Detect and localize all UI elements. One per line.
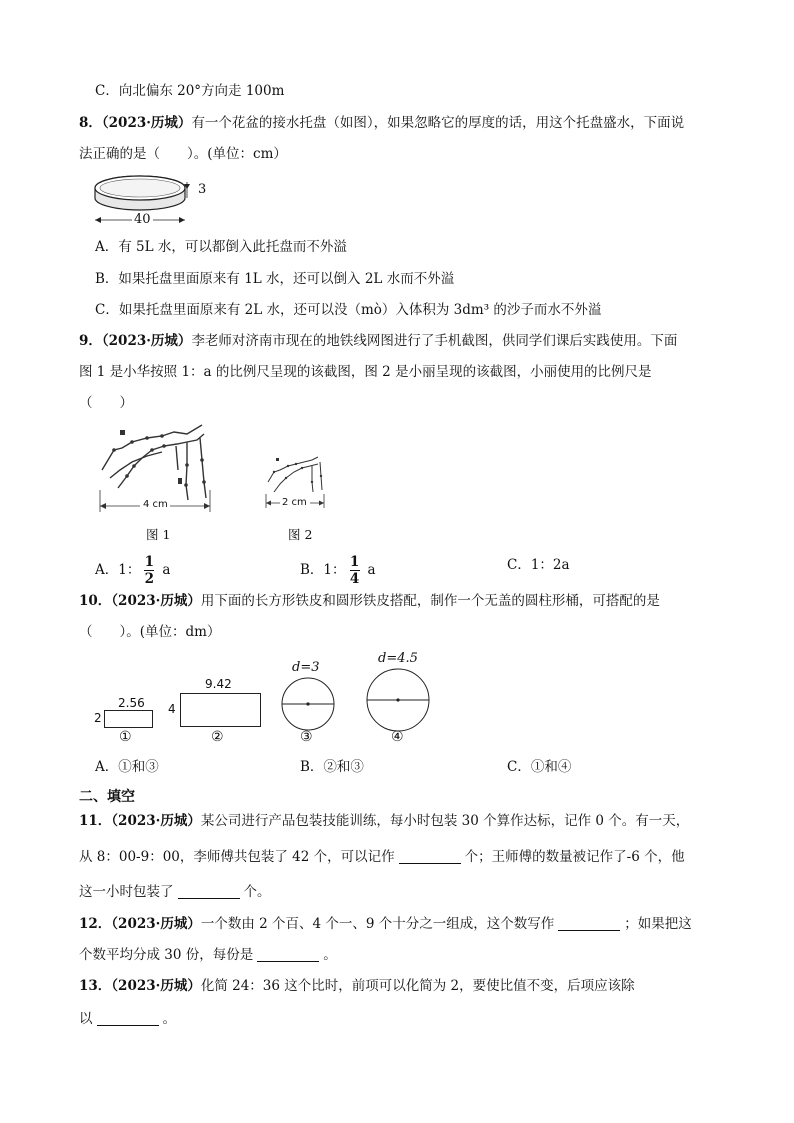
q9-option-a-fraction xyxy=(144,554,154,587)
q9-source-tag: （2023·历城） xyxy=(101,333,192,349)
q9-text: 李老师对济南市现在的地铁线网图进行了手机截图，供同学们课后实践使用。下面 xyxy=(191,333,678,349)
q10-source-tag: （2023·历城） xyxy=(111,593,201,609)
rectangle-1-height-label: 2 xyxy=(94,711,102,725)
q10-number: 10． xyxy=(79,593,112,609)
q12-line1-text-b: ；如果把这 xyxy=(624,916,692,932)
metro-map-figure-2 xyxy=(262,452,334,518)
figure-2-scale-label: 2 cm xyxy=(282,497,307,508)
q12-number: 12． xyxy=(79,916,112,932)
rectangle-1-width-label: 2.56 xyxy=(118,696,145,710)
q9-option-b-suffix: a xyxy=(367,562,376,578)
circle-4-diameter-label: d=4.5 xyxy=(378,651,418,666)
q13-line2-text-a: 以 xyxy=(79,1011,93,1027)
q9-option-a-numerator: 1 xyxy=(144,554,155,570)
q13-stem-line2 xyxy=(79,1010,176,1028)
q8-option-c: C．如果托盘里面原来有 2L 水，还可以没（mò）入体积为 3dm³ 的沙子而水不外溢 xyxy=(95,302,602,318)
label-2: ② xyxy=(211,729,224,745)
q12-line1-text-a: 一个数由 2 个百、4 个一、9 个十分之一组成，这个数写作 xyxy=(200,916,555,932)
section-2-title: 二、填空 xyxy=(79,789,135,805)
tray-diameter-label: 40 xyxy=(134,212,151,227)
circle-4-shape xyxy=(365,667,431,733)
q8-source-tag: （2023·历城） xyxy=(101,115,192,131)
q11-number: 11． xyxy=(79,813,112,829)
q13-answer-blank[interactable] xyxy=(97,1011,159,1026)
q8-number: 8． xyxy=(79,115,102,131)
q12-answer-blank-2[interactable] xyxy=(257,947,319,962)
q11-line2-text-a: 从 8：00-9：00，李师傅共包装了 42 个，可以记作 xyxy=(79,849,395,865)
label-1: ① xyxy=(119,729,132,745)
q10-option-b: B．②和③ xyxy=(300,759,364,775)
q9-option-a xyxy=(95,554,170,587)
q12-source-tag: （2023·历城） xyxy=(111,916,201,932)
tray-height-label: 3 xyxy=(198,182,207,197)
circle-3-shape xyxy=(280,676,336,732)
q11-line3-text-a: 这一小时包装了 xyxy=(79,884,174,900)
q9-stem-line3: （ ） xyxy=(79,395,133,411)
q11-text: 某公司进行产品包装技能训练，每小时包装 30 个算作达标，记作 0 个。有一天， xyxy=(200,813,690,829)
q9-option-b-prefix: B．1： xyxy=(300,562,346,578)
q11-answer-blank-1[interactable] xyxy=(399,849,461,864)
q11-stem-line3 xyxy=(79,883,271,901)
circle-3-diameter-label: d=3 xyxy=(292,660,320,675)
q9-option-a-suffix: a xyxy=(162,562,171,578)
q8-option-b: B．如果托盘里面原来有 1L 水，还可以倒入 2L 水而不外溢 xyxy=(95,271,455,287)
rectangle-2-width-label: 9.42 xyxy=(205,677,232,691)
q9-option-a-denominator: 2 xyxy=(144,571,155,587)
q12-line2-text-a: 个数平均分成 30 份，每份是 xyxy=(79,947,254,963)
q11-answer-blank-2[interactable] xyxy=(178,884,240,899)
q11-source-tag: （2023·历城） xyxy=(111,813,201,829)
q11-stem-line2 xyxy=(79,848,685,866)
q10-text: 用下面的长方形铁皮和圆形铁皮搭配，制作一个无盖的圆柱形桶，可搭配的是 xyxy=(200,593,660,609)
q12-line2-text-b: 。 xyxy=(323,947,337,963)
rectangle-2-height-label: 4 xyxy=(168,702,176,716)
q11-line2-text-b: 个；王师傅的数量被记作了-6 个，他 xyxy=(464,849,685,865)
q8-text: 有一个花盆的接水托盘（如图），如果忽略它的厚度的话，用这个托盘盛水，下面说 xyxy=(191,115,685,131)
q13-stem-line1 xyxy=(79,977,635,995)
q10-option-c: C．①和④ xyxy=(507,759,572,775)
q12-answer-blank-1[interactable] xyxy=(558,916,620,931)
q12-stem-line2 xyxy=(79,946,337,964)
q9-stem-line1 xyxy=(79,332,677,350)
q10-option-a: A．①和③ xyxy=(95,759,159,775)
q9-option-b-denominator: 4 xyxy=(349,571,360,587)
figure-2-caption: 图 2 xyxy=(288,527,313,542)
rectangle-2-shape xyxy=(180,693,261,727)
q11-line3-text-b: 个。 xyxy=(243,884,271,900)
q8-option-a: A．有 5L 水，可以都倒入此托盘而不外溢 xyxy=(95,239,347,255)
q13-number: 13． xyxy=(79,978,112,994)
q10-stem-line1 xyxy=(79,592,660,610)
figure-1-caption: 图 1 xyxy=(146,527,171,542)
q7-option-c: C．向北偏东 20°方向走 100m xyxy=(95,83,285,99)
label-3: ③ xyxy=(300,729,313,745)
rectangle-1-shape xyxy=(104,710,153,728)
q9-option-a-prefix: A．1： xyxy=(95,562,141,578)
q13-source-tag: （2023·历城） xyxy=(111,978,201,994)
q13-line2-text-b: 。 xyxy=(162,1011,176,1027)
label-4: ④ xyxy=(391,729,404,745)
figure-1-scale-label: 4 cm xyxy=(143,499,168,510)
q9-option-b-numerator: 1 xyxy=(349,554,360,570)
q12-stem-line1 xyxy=(79,915,692,933)
q11-stem-line1 xyxy=(79,812,689,830)
q13-text: 化简 24：36 这个比时，前项可以化简为 2，要使比值不变，后项应该除 xyxy=(200,978,635,994)
q8-stem-line2: 法正确的是（ ）。(单位：cm） xyxy=(79,146,287,162)
q9-option-c: C．1：2a xyxy=(507,557,570,573)
q8-stem-line1 xyxy=(79,114,684,132)
q9-option-b xyxy=(300,554,376,587)
q9-number: 9． xyxy=(79,333,102,349)
q9-option-b-fraction xyxy=(350,554,360,587)
q10-stem-line2: （ ）。(单位：dm） xyxy=(79,624,221,640)
q9-stem-line2: 图 1 是小华按照 1：a 的比例尺呈现的该截图，图 2 是小丽呈现的该截图，小丽使用的比例尺是 xyxy=(79,364,652,380)
